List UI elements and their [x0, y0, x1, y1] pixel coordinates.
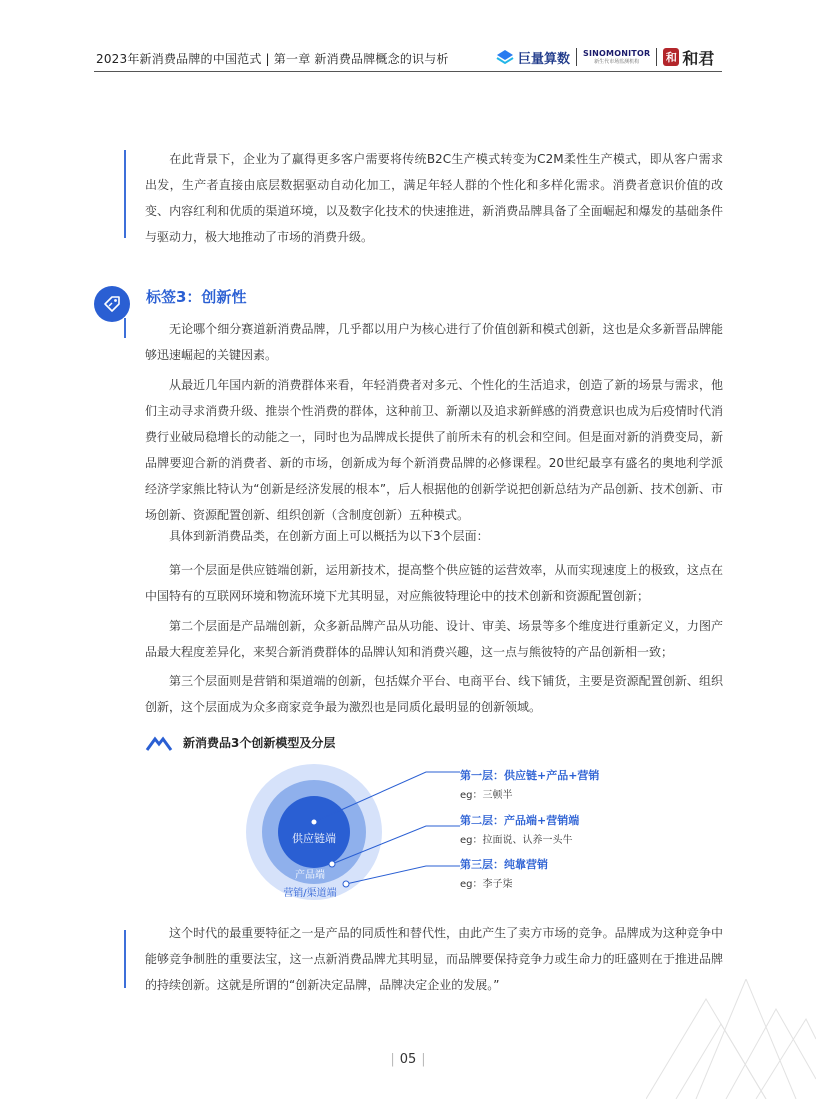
section-paragraph — [145, 557, 723, 609]
hejun-logo — [663, 46, 714, 69]
connector-dot-2 — [329, 861, 335, 867]
page-number-text: 05 — [399, 1052, 417, 1067]
tag-icon — [94, 286, 130, 322]
closing-paragraph — [145, 920, 723, 998]
layer-1-label: 第一层：供应链+产品+营销 — [460, 769, 600, 782]
ring-label-middle: 产品端 — [295, 870, 325, 881]
corner-decoration — [646, 979, 816, 1099]
header-logos — [496, 44, 714, 70]
sinomonitor-logo — [583, 50, 650, 65]
layer-2-label: 第二层：产品端+营销端 — [460, 814, 580, 827]
juliang-logo — [496, 48, 570, 67]
section-paragraph-text: 具体到新消费品类，在创新方面上可以概括为以下3个层面： — [169, 529, 489, 543]
connector-dot-1 — [311, 819, 317, 825]
mountain-icon — [145, 735, 173, 751]
section-paragraph — [145, 523, 723, 549]
layer-2-example: eg：拉面说、认养一头牛 — [460, 835, 573, 846]
sinomonitor-subtitle: 新生代市场监测机构 — [594, 58, 640, 65]
header-divider — [94, 71, 722, 72]
closing-accent-bar — [124, 930, 126, 988]
header-title: 2023年新消费品牌的中国范式 | 第一章 新消费品牌概念的识与析 — [96, 52, 449, 66]
juliang-logo-icon — [496, 49, 514, 65]
ring-label-outer: 营销/渠道端 — [283, 888, 337, 899]
intro-paragraph — [145, 146, 723, 250]
section-title: 标签3：创新性 — [146, 288, 247, 306]
section-paragraph — [145, 372, 723, 528]
intro-paragraph-text: 在此背景下，企业为了赢得更多客户需要将传统B2C生产模式转变为C2M柔性生产模式，即从客户需求出发，生产者直接由底层数据驱动自动化加工，满足年轻人群的个性化和多样化需求。消费者意识价值的改变、内容红利和优质的渠道环境，以及数字化技术的快速推进，新消费品牌具备了全面崛起和爆发的基础条件与驱动力，极大地推动了市场的消费升级。 — [145, 152, 723, 244]
intro-accent-bar — [124, 150, 126, 238]
connector-dot-3 — [343, 881, 349, 887]
layer-3-label: 第三层：纯靠营销 — [460, 858, 548, 871]
section-paragraph-text: 无论哪个细分赛道新消费品牌，几乎都以用户为核心进行了价值创新和模式创新，这也是众多新晋品牌能够迅速崛起的关键因素。 — [145, 322, 723, 362]
hejun-logo-text: 和君 — [682, 48, 715, 68]
ring-label-inner: 供应链端 — [292, 832, 336, 845]
logo-divider — [576, 48, 577, 66]
juliang-logo-text: 巨量算数 — [518, 51, 571, 67]
layer-1-example: eg：三顿半 — [460, 790, 513, 801]
hejun-seal-icon: 和 — [663, 48, 679, 66]
section-paragraph — [145, 613, 723, 665]
section-paragraph-text: 第二个层面是产品端创新，众多新品牌产品从功能、设计、审美、场景等多个维度进行重新定义，力图产品最大程度差异化，来契合新消费群体的品牌认知和消费兴趣，这一点与熊彼特的产品创新相一致； — [145, 619, 723, 659]
figure-heading — [145, 734, 335, 751]
sinomonitor-name: SINOMONITOR — [583, 48, 651, 58]
section-paragraph — [145, 668, 723, 720]
section-accent-bar — [124, 318, 126, 338]
page-number: | 05 | — [390, 1052, 426, 1067]
section-paragraph-text: 第三个层面则是营销和渠道端的创新，包括媒介平台、电商平台、线下铺货，主要是资源配置创新、组织创新，这个层面成为众多商家竞争最为激烈也是同质化最明显的创新领域。 — [145, 674, 723, 714]
section-paragraph-text: 第一个层面是供应链端创新，运用新技术，提高整个供应链的运营效率，从而实现速度上的极致，这点在中国特有的互联网环境和物流环境下尤其明显，对应熊彼特理论中的技术创新和资源配置创新； — [145, 563, 723, 603]
section-paragraph — [145, 316, 723, 368]
section-paragraph-text: 从最近几年国内新的消费群体来看，年轻消费者对多元、个性化的生活追求，创造了新的场景与需求，他们主动寻求消费升级、推崇个性消费的群体，这种前卫、新潮以及追求新鲜感的消费意识也成为后疫情时代消费行业破局稳增长的动能之一，同时也为品牌成长提供了前所未有的机会和空间。但是面对新的消费变局，新品牌要迎合新的消费者、新的市场，创新成为每个新消费品牌的必修课程。20世纪最享有盛名的奥地利学派经济学家熊比特认为“创新是经济发展的根本”，后人根据他的创新学说把创新总结为产品创新、技术创新、市场创新、资源配置创新、组织创新（含制度创新）五种模式。 — [145, 378, 723, 522]
logo-divider — [656, 48, 657, 66]
figure-title: 新消费品3个创新模型及分层 — [183, 736, 336, 750]
closing-paragraph-text: 这个时代的最重要特征之一是产品的同质性和替代性，由此产生了卖方市场的竞争。品牌成为这种竞争中能够竞争制胜的重要法宝，这一点新消费品牌尤其明显，而品牌要保持竞争力或生命力的旺盛则在于推进品牌的持续创新。这就是所谓的“创新决定品牌，品牌决定企业的发展。” — [145, 926, 723, 992]
layer-3-example: eg：李子柒 — [460, 879, 513, 890]
